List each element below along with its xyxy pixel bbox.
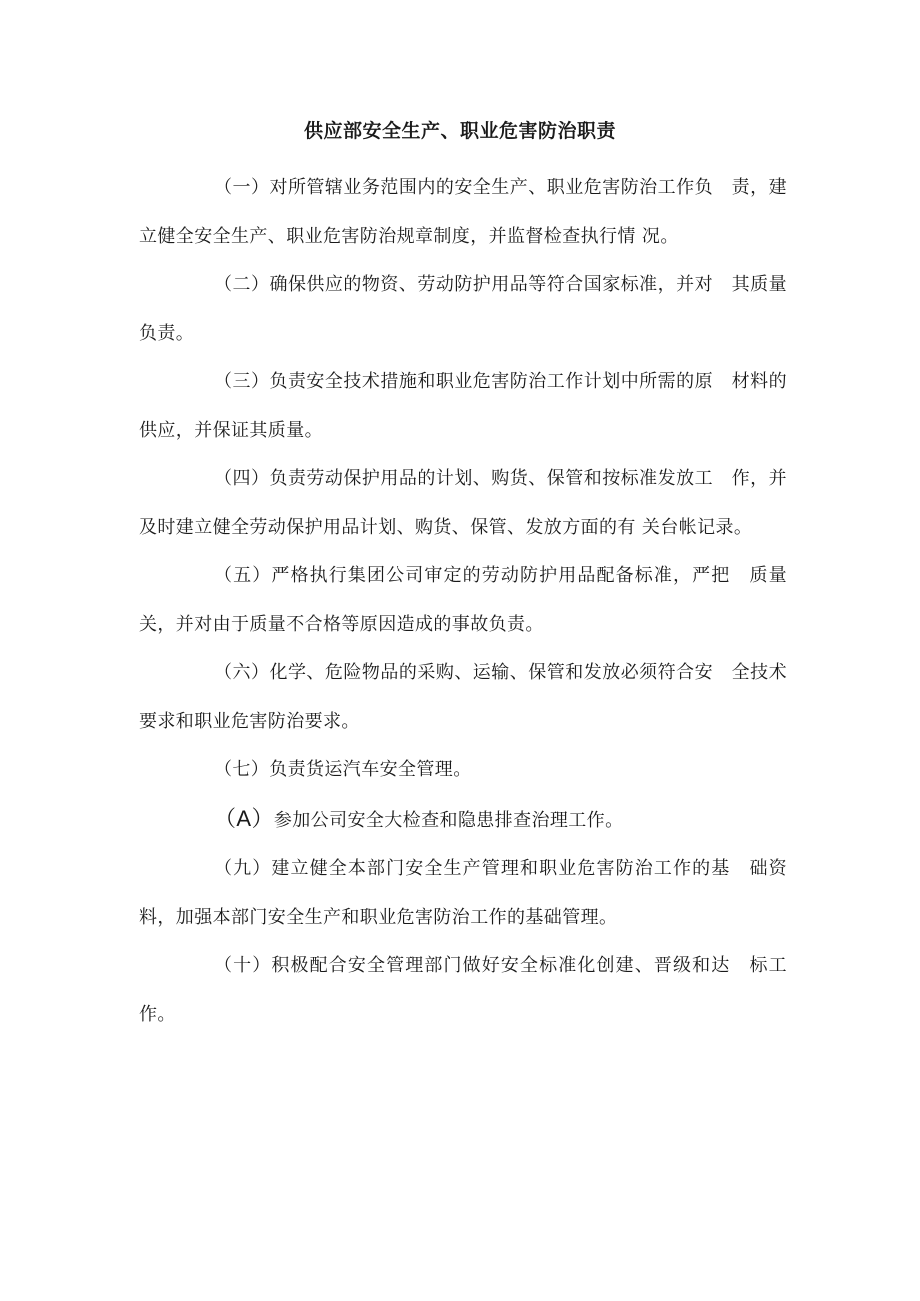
paragraph-5: （五）严格执行集团公司审定的劳动防护用品配备标准，严把 质量关，并对由于质量不合格等原因造成的事故负责。: [139, 565, 787, 635]
paragraph-2: （二）确保供应的物资、劳动防护用品等符合国家标准，并对 其质量负责。: [139, 274, 787, 344]
paragraph-10: （十）积极配合安全管理部门做好安全标准化创建、晋级和达 标工作。: [139, 955, 787, 1025]
paragraph-4: （四）负责劳动保护用品的计划、购货、保管和按标准发放工 作，并及时建立健全劳动保护用品计划、购货、保管、发放方面的有 关台帐记录。: [139, 468, 787, 538]
paragraph-3: （三）负责安全技术措施和职业危害防治工作计划中所需的原 材料的供应，并保证其质量。: [139, 371, 787, 441]
item-8-label: （A）: [214, 805, 274, 831]
document-body: [139, 164, 787, 1039]
paragraph-9: （九）建立健全本部门安全生产管理和职业危害防治工作的基 础资料，加强本部门安全生产和职业危害防治工作的基础管理。: [139, 858, 787, 928]
paragraph-1: （一）对所管辖业务范围内的安全生产、职业危害防治工作负 责，建立健全安全生产、职业危害防治规章制度，并监督检查执行情 况。: [139, 177, 787, 247]
paragraph-8: [139, 795, 787, 846]
document-title: 供应部安全生产、职业危害防治职责: [303, 120, 616, 142]
paragraph-7: （七）负责货运汽车安全管理。: [214, 759, 472, 780]
paragraph-6: （六）化学、危险物品的采购、运输、保管和发放必须符合安 全技术要求和职业危害防治要求。: [139, 662, 787, 732]
item-8-text: 参加公司安全大检查和隐患排查治理工作。: [273, 809, 624, 831]
